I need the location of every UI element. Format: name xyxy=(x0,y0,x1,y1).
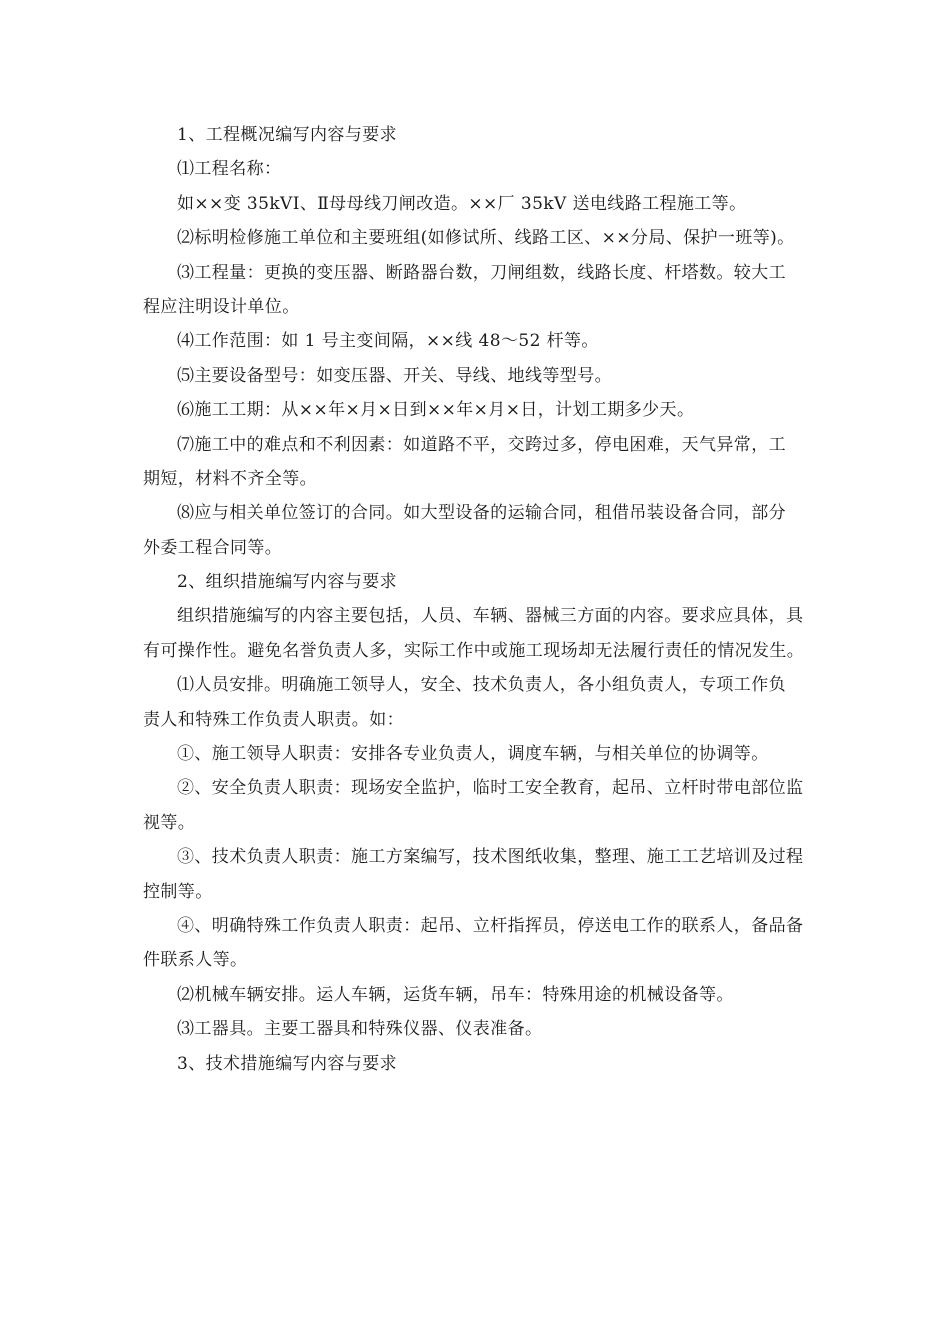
text-line: ⑵机械车辆安排。运人车辆，运货车辆，吊车：特殊用途的机械设备等。 xyxy=(177,984,734,1005)
text-line: ⑶工程量：更换的变压器、断路器台数，刀闸组数，线路长度、杆塔数。较大工 xyxy=(177,262,786,283)
text-line: ③、技术负责人职责：施工方案编写，技术图纸收集，整理、施工工艺培训及过程 xyxy=(177,847,804,868)
text-line: ⑸主要设备型号：如变压器、开关、导线、地线等型号。 xyxy=(177,365,612,386)
text-line: 期短，材料不齐全等。 xyxy=(143,468,317,489)
text-line: ⑴人员安排。明确施工领导人，安全、技术负责人，各小组负责人，专项工作负 xyxy=(177,675,786,696)
text-line: ⑵标明检修施工单位和主要班组(如修试所、线路工区、××分局、保护一班等)。 xyxy=(177,228,795,249)
text-line: ⑹施工工期：从××年×月×日到××年×月×日，计划工期多少天。 xyxy=(177,400,695,421)
text-line: 外委工程合同等。 xyxy=(143,537,283,558)
text-line: 件联系人等。 xyxy=(143,950,248,971)
text-line: 2、组织措施编写内容与要求 xyxy=(177,572,398,593)
text-line: 3、技术措施编写内容与要求 xyxy=(177,1053,398,1074)
text-line: ⑻应与相关单位签订的合同。如大型设备的运输合同，租借吊装设备合同，部分 xyxy=(177,503,786,524)
text-line: 组织措施编写的内容主要包括，人员、车辆、器械三方面的内容。要求应具体，具 xyxy=(177,606,804,627)
document-body xyxy=(143,118,813,1081)
text-line: 有可操作性。避免名誉负责人多，实际工作中或施工现场却无法履行责任的情况发生。 xyxy=(143,640,805,661)
text-line: ⑺施工中的难点和不利因素：如道路不平，交跨过多，停电困难，天气异常，工 xyxy=(177,434,786,455)
text-line: 程应注明设计单位。 xyxy=(143,296,300,317)
text-line: 视等。 xyxy=(143,812,196,833)
text-line: ②、安全负责人职责：现场安全监护，临时工安全教育，起吊、立杆时带电部位监 xyxy=(177,778,804,799)
text-line: 责人和特殊工作负责人职责。如： xyxy=(143,709,404,730)
text-line: 如××变 35kVⅠ、Ⅱ母母线刀闸改造。××厂 35kV 送电线路工程施工等。 xyxy=(177,193,747,214)
text-line: 1、工程概况编写内容与要求 xyxy=(177,125,398,145)
text-line: ①、施工领导人职责：安排各专业负责人，调度车辆，与相关单位的协调等。 xyxy=(177,744,769,765)
text-line: 控制等。 xyxy=(143,881,213,902)
text-line: ⑶工器具。主要工器具和特殊仪器、仪表准备。 xyxy=(177,1019,543,1040)
text-line: ④、明确特殊工作负责人职责：起吊、立杆指挥员，停送电工作的联系人，备品备 xyxy=(177,915,804,936)
text-line: ⑷工作范围：如 1 号主变间隔，××线 48～52 杆等。 xyxy=(177,331,599,352)
text-line: ⑴工程名称： xyxy=(177,159,282,180)
